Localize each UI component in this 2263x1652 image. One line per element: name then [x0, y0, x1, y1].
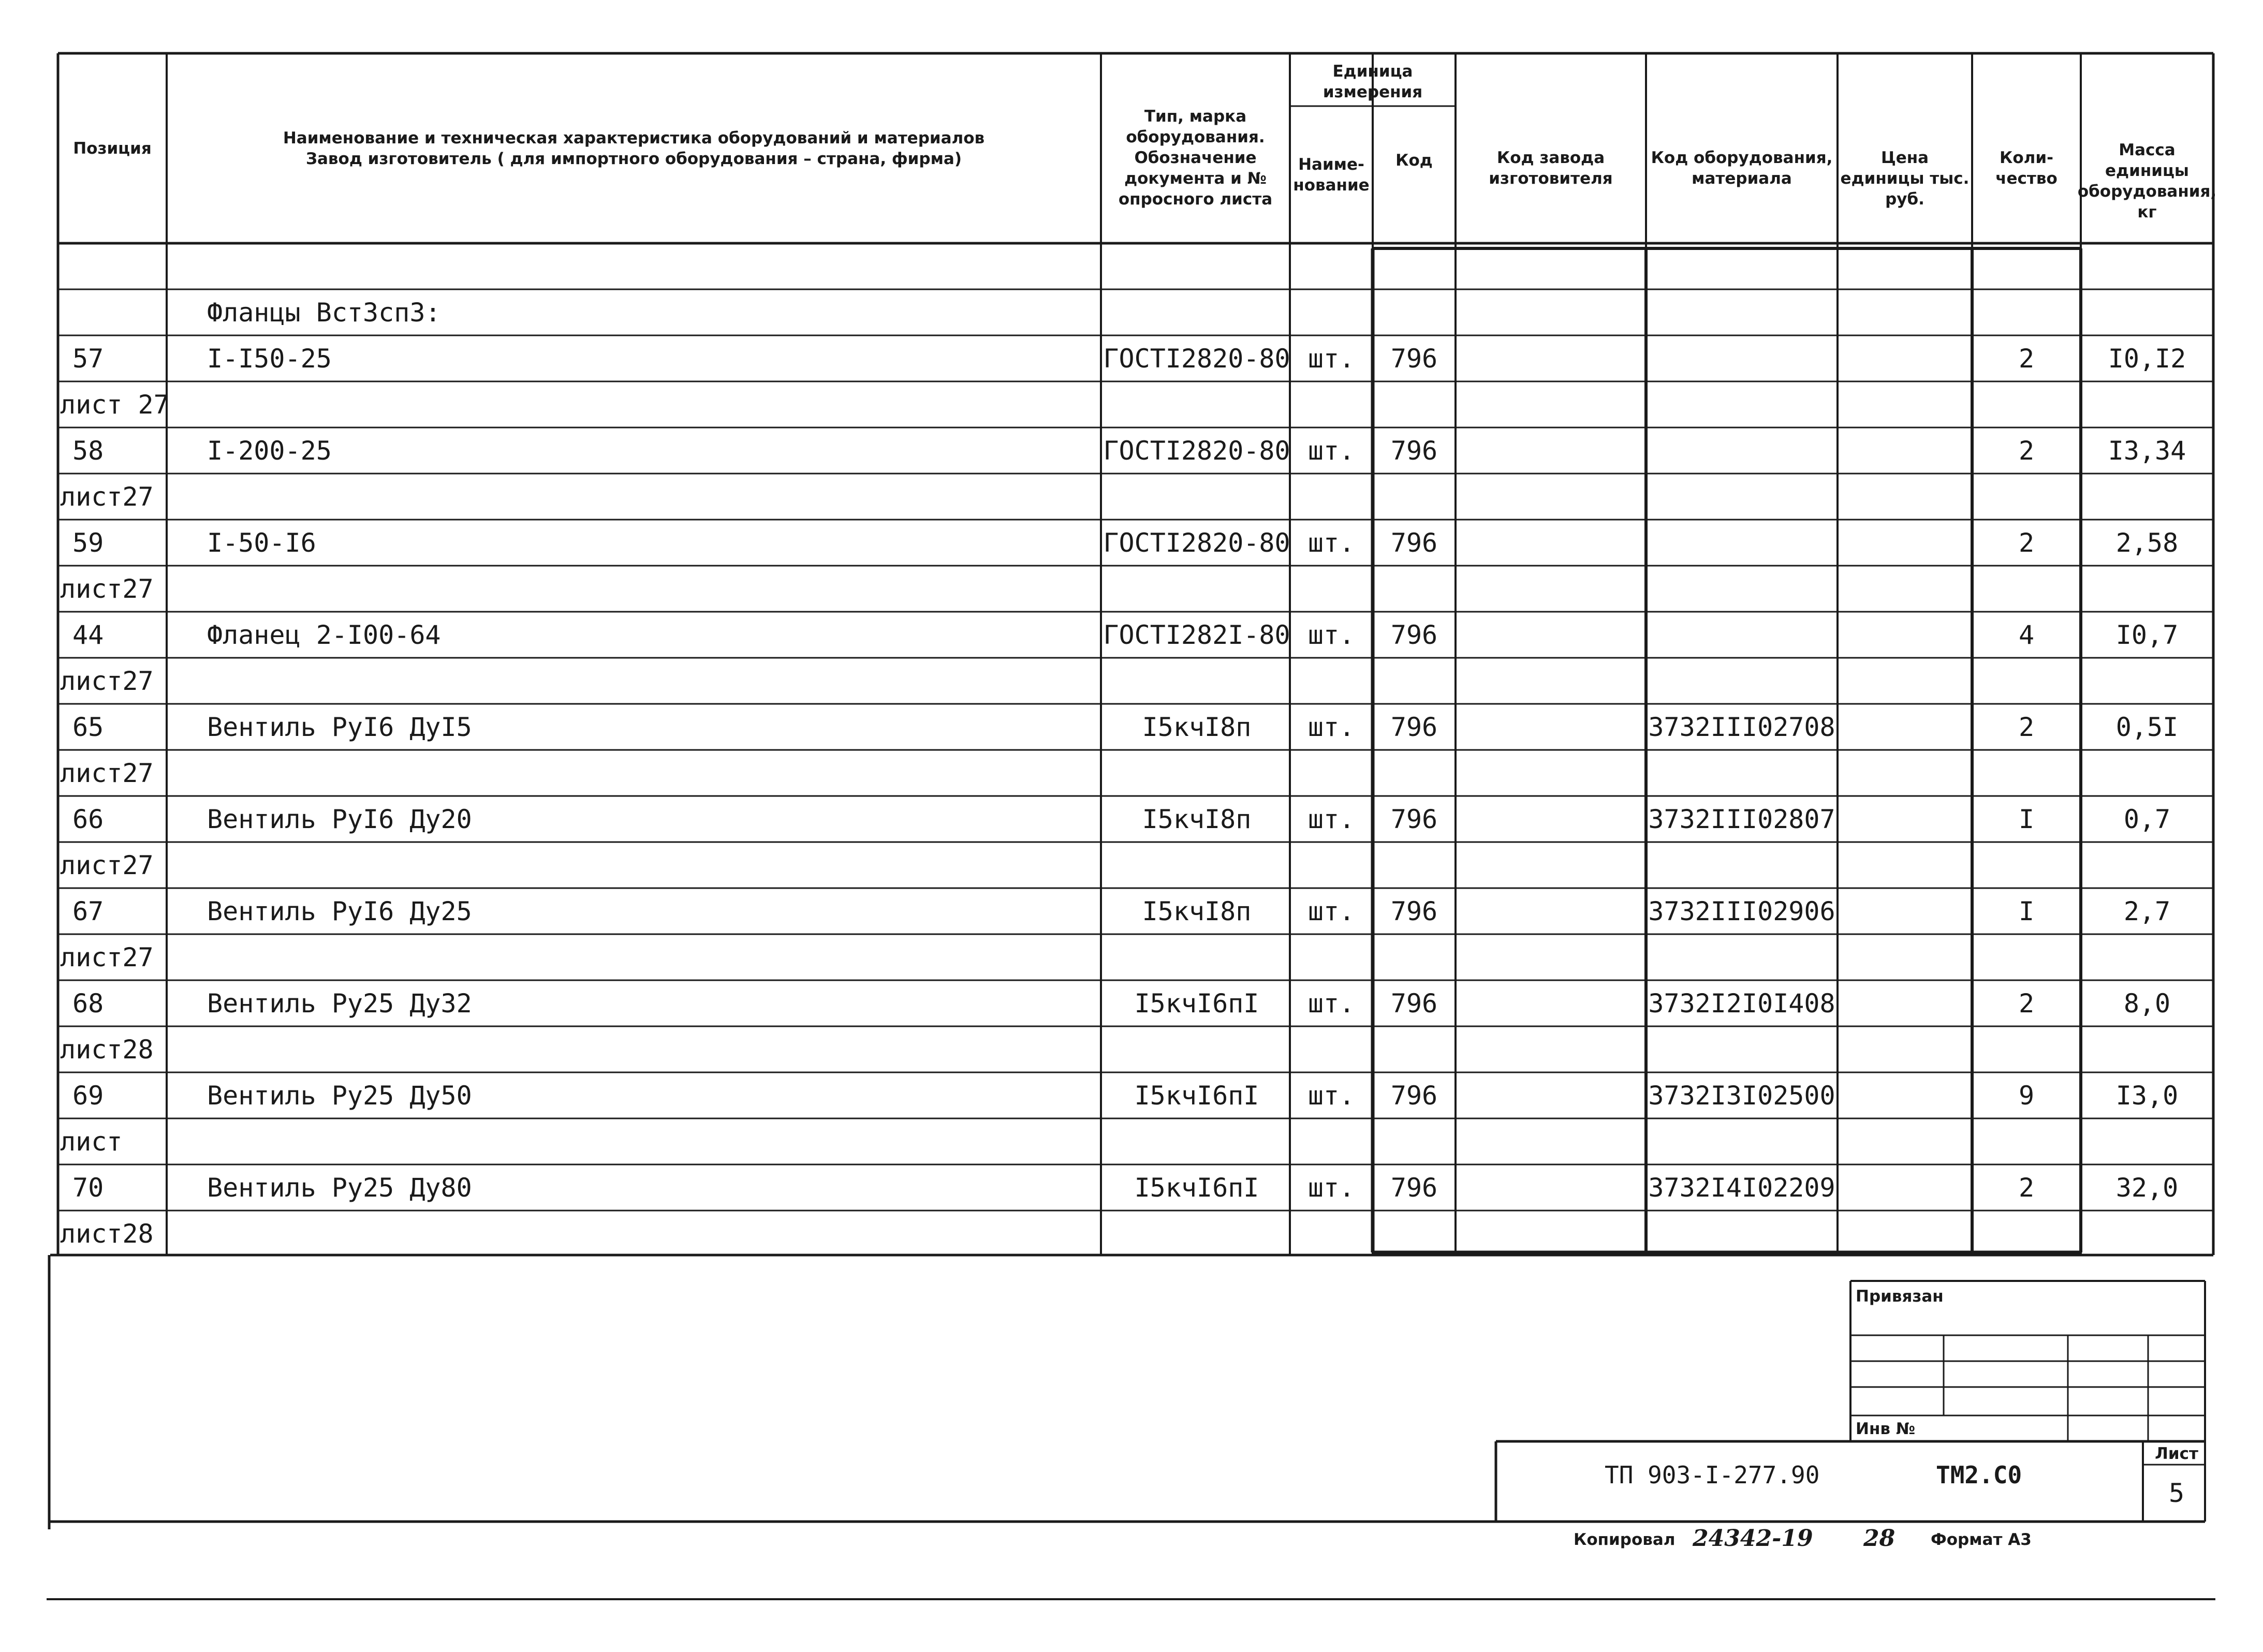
row-type: I5кчI6пI	[1134, 988, 1259, 1019]
row-position: 70	[72, 1172, 104, 1203]
row-name: Вентиль РуI6 ДуI5	[207, 712, 472, 742]
row-qty: I	[2018, 896, 2035, 926]
row-mass: 0,7	[2123, 804, 2171, 834]
row-sheet-ref: лист 27	[60, 389, 169, 420]
row-unit-code: 796	[1390, 527, 1438, 558]
row-position: 44	[72, 620, 104, 650]
row-type: ГОСТI282I-80	[1103, 620, 1290, 650]
row-unit-code: 796	[1390, 343, 1438, 374]
header-name-line: Завод изготовитель ( для импортного оборудования – страна, фирма)	[305, 149, 962, 168]
row-type: I5кчI8п	[1142, 804, 1252, 834]
header-unit-group: Единица измерения	[1322, 62, 1423, 101]
row-sheet-ref: лист27	[60, 573, 154, 604]
header-position: Позиция	[73, 139, 152, 158]
section-title: Фланцы ВстЗсп3:	[207, 297, 441, 328]
row-equip-code	[1641, 335, 1843, 381]
row-equip-code: 3732III02807	[1648, 804, 1835, 834]
row-mass: I0,7	[2115, 620, 2179, 650]
header-unit-name: Наиме-нование	[1293, 155, 1370, 195]
row-position: 65	[72, 712, 104, 742]
row-equip-code	[1641, 612, 1843, 658]
row-sheet-ref: лист27	[60, 481, 154, 512]
row-sheet-ref: лист27	[60, 850, 154, 880]
row-equip-code	[1641, 520, 1843, 566]
row-name: I-I50-25	[207, 343, 332, 374]
row-sheet-ref: лист27	[60, 942, 154, 972]
row-position: 68	[72, 988, 104, 1019]
row-unit-code: 796	[1390, 1172, 1438, 1203]
row-unit: шт.	[1307, 988, 1355, 1019]
row-type: I5кчI6пI	[1134, 1172, 1259, 1203]
row-unit: шт.	[1307, 343, 1355, 374]
row-unit-code: 796	[1390, 1080, 1438, 1111]
header-name-line: Наименование и техническая характеристика оборудований и материалов	[283, 128, 985, 148]
row-equip-code: 3732III02906	[1648, 896, 1835, 926]
row-mass: 0,5I	[2115, 712, 2179, 742]
row-qty: 2	[2018, 343, 2035, 374]
row-position: 58	[72, 435, 104, 466]
row-unit: шт.	[1307, 1080, 1355, 1111]
row-mass: 2,7	[2123, 896, 2171, 926]
row-unit: шт.	[1307, 712, 1355, 742]
row-unit-code: 796	[1390, 988, 1438, 1019]
row-sheet-ref: лист	[60, 1126, 123, 1157]
header-equip-code: Код оборудования, материала	[1651, 149, 1833, 188]
row-mass: I0,I2	[2108, 343, 2186, 374]
row-equip-code: 3732I3I02500	[1648, 1080, 1835, 1111]
row-name: Вентиль РуI6 Ду20	[207, 804, 472, 834]
row-equip-code: 3732I4I02209	[1648, 1172, 1835, 1203]
row-name: I-50-I6	[207, 527, 316, 558]
row-unit-code: 796	[1390, 804, 1438, 834]
row-position: 57	[72, 343, 104, 374]
row-qty: I	[2018, 804, 2035, 834]
header-name	[167, 53, 1101, 243]
row-position: 66	[72, 804, 104, 834]
copied-number: 24342-19	[1693, 1525, 1813, 1552]
attached-label: Привязан	[1856, 1287, 1944, 1306]
row-type: ГОСТI2820-80	[1103, 343, 1290, 374]
row-mass: 8,0	[2123, 988, 2171, 1019]
row-mass: I3,34	[2108, 435, 2186, 466]
row-unit: шт.	[1307, 804, 1355, 834]
row-unit: шт.	[1307, 1172, 1355, 1203]
copied-label: Копировал	[1574, 1530, 1676, 1549]
row-equip-code	[1641, 427, 1843, 474]
row-name: Вентиль Ру25 Ду80	[207, 1172, 472, 1203]
row-qty: 2	[2018, 1172, 2035, 1203]
row-type: I5кчI6пI	[1134, 1080, 1259, 1111]
row-sheet-ref: лист28	[60, 1034, 154, 1065]
row-unit-code: 796	[1390, 712, 1438, 742]
row-position: 69	[72, 1080, 104, 1111]
row-name: Вентиль РуI6 Ду25	[207, 896, 472, 926]
row-sheet-ref: лист28	[60, 1218, 154, 1249]
row-unit: шт.	[1307, 620, 1355, 650]
row-type: I5кчI8п	[1142, 896, 1252, 926]
row-equip-code: 3732III02708	[1648, 712, 1835, 742]
row-sheet-ref: лист27	[60, 666, 154, 696]
row-qty: 9	[2018, 1080, 2035, 1111]
header-type: Тип, марка оборудования. Обозначение документа и № опросного листа	[1118, 107, 1273, 209]
header-price: Цена единицы тыс. руб.	[1840, 149, 1970, 209]
row-name: Вентиль Ру25 Ду50	[207, 1080, 472, 1111]
row-qty: 2	[2018, 435, 2035, 466]
header-mass: Масса единицы оборудования, кг	[2077, 141, 2217, 222]
row-type: ГОСТI2820-80	[1103, 435, 1290, 466]
row-type: I5кчI8п	[1142, 712, 1252, 742]
row-unit-code: 796	[1390, 620, 1438, 650]
row-type: ГОСТI2820-80	[1103, 527, 1290, 558]
row-unit-code: 796	[1390, 435, 1438, 466]
row-name: Фланец 2-I00-64	[207, 620, 441, 650]
row-unit: шт.	[1307, 435, 1355, 466]
doc-designation: ТП 903-I-277.90	[1605, 1461, 1820, 1489]
row-qty: 2	[2018, 527, 2035, 558]
row-mass: 32,0	[2115, 1172, 2179, 1203]
row-position: 59	[72, 527, 104, 558]
page-number: 28	[1863, 1525, 1895, 1552]
inv-label: Инв №	[1856, 1419, 1916, 1438]
doc-mark: ТМ2.С0	[1936, 1461, 2022, 1489]
sheet-number: 5	[2168, 1478, 2185, 1508]
row-position: 67	[72, 896, 104, 926]
row-name: Вентиль Ру25 Ду32	[207, 988, 472, 1019]
row-name: I-200-25	[207, 435, 332, 466]
row-mass: I3,0	[2115, 1080, 2179, 1111]
row-equip-code: 3732I2I0I408	[1648, 988, 1835, 1019]
header-qty: Коли-чество	[1995, 149, 2058, 188]
row-qty: 4	[2018, 620, 2035, 650]
header-plant-code: Код завода изготовителя	[1489, 149, 1613, 188]
row-sheet-ref: лист27	[60, 758, 154, 788]
row-unit: шт.	[1307, 527, 1355, 558]
row-qty: 2	[2018, 712, 2035, 742]
row-unit-code: 796	[1390, 896, 1438, 926]
header-unit-code: Код	[1395, 151, 1433, 170]
row-qty: 2	[2018, 988, 2035, 1019]
row-unit: шт.	[1307, 896, 1355, 926]
format-label: Формат А3	[1931, 1530, 2032, 1549]
row-mass: 2,58	[2115, 527, 2179, 558]
sheet-label: Лист	[2155, 1444, 2198, 1463]
